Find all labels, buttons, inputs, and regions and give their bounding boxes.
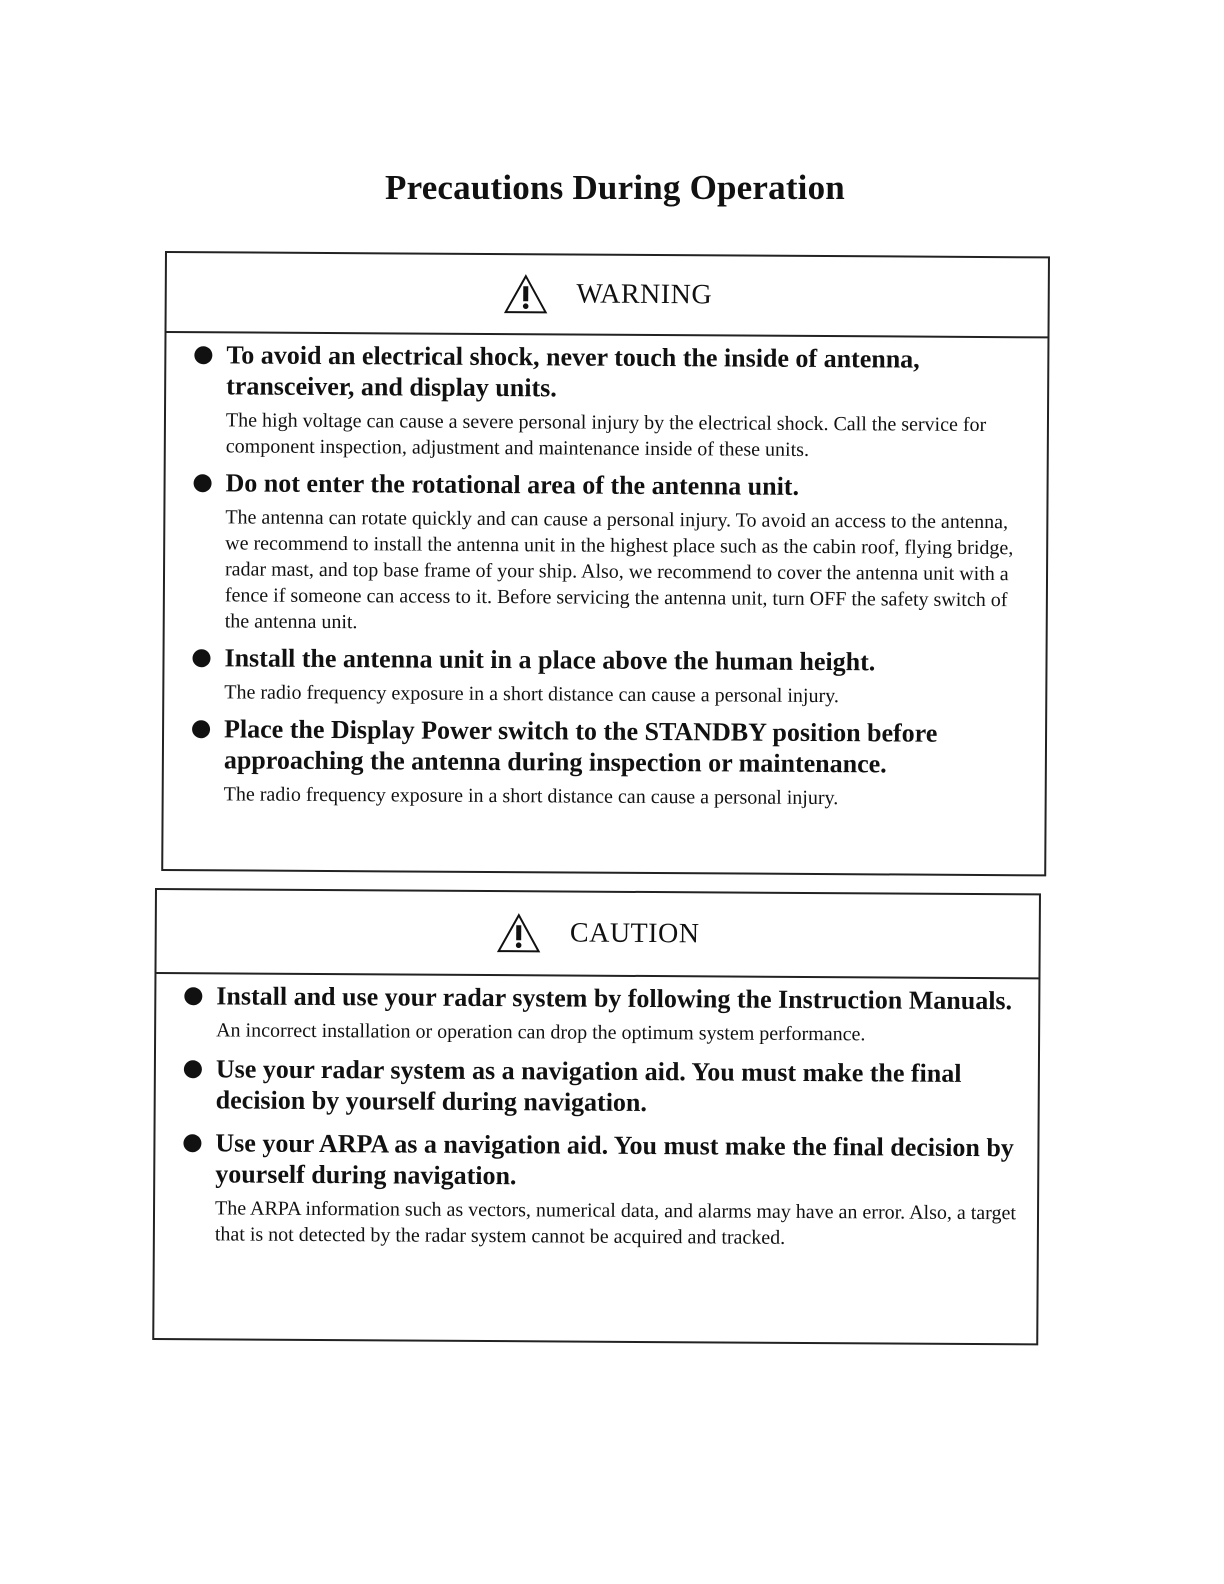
bullet-icon [192, 649, 210, 667]
bullet-icon [194, 346, 212, 364]
caution-box [152, 888, 1041, 1345]
bullet-icon [184, 1060, 202, 1078]
bullet-icon [192, 720, 210, 738]
warning-item-title: Do not enter the rotational area of the antenna unit. [225, 468, 800, 501]
warning-item-title: To avoid an electrical shock, never touch the inside of antenna, transceiver, and display units. [226, 340, 920, 403]
warning-item-rotational-area [187, 467, 1029, 639]
warning-body [164, 339, 1048, 812]
caution-item-navigation-aid [178, 1053, 1020, 1120]
warning-triangle-icon [496, 912, 542, 954]
warning-item-desc: The radio frequency exposure in a short distance can cause a personal injury. [223, 783, 839, 810]
caution-item-title: Use your ARPA as a navigation aid. You must make the final decision by yourself during navigation. [215, 1128, 1014, 1191]
caution-body [155, 980, 1039, 1252]
warning-item-electrical-shock [188, 339, 1030, 464]
warning-item-standby [186, 713, 1028, 812]
warning-item-title: Install the antenna unit in a place above the human height. [224, 643, 876, 677]
warning-item-desc: The high voltage can cause a severe personal injury by the electrical shock. Call the service for component inspection, adjustment and maintenance inside of these units. [225, 409, 987, 461]
bullet-icon [183, 1134, 201, 1152]
warning-header [166, 253, 1047, 338]
warning-header-label: WARNING [576, 278, 713, 311]
caution-item-title: Install and use your radar system by following the Instruction Manuals. [216, 981, 1013, 1016]
warning-item-title: Place the Display Power switch to the STANDBY position before approaching the antenna during inspection or maintenance. [223, 714, 938, 779]
caution-item-desc: An incorrect installation or operation can drop the optimum system performance. [216, 1019, 866, 1046]
caution-item-instruction-manuals [178, 980, 1020, 1048]
page-title: Precautions During Operation [385, 168, 845, 207]
bullet-icon [194, 474, 212, 492]
caution-header [156, 890, 1038, 979]
warning-item-desc: The radio frequency exposure in a short distance can cause a personal injury. [224, 681, 839, 708]
caution-header-label: CAUTION [569, 917, 700, 950]
caution-item-arpa [177, 1127, 1020, 1252]
warning-item-human-height [186, 642, 1027, 710]
bullet-icon [184, 987, 202, 1005]
warning-box [161, 251, 1050, 876]
caution-item-desc: The ARPA information such as vectors, numerical data, and alarms may have an error. Also, a target that is not detected by the radar system cannot be acquired and tracked. [214, 1197, 1017, 1249]
warning-item-desc: The antenna can rotate quickly and can cause a personal injury. To avoid an access to the antenna, we recommend to install the antenna unit in the highest place such as the cabin roof, flying bridge, radar mast, and top base frame of your ship. Also, we recommend to cover the antenna unit with a fence if someone can access to it. Before servicing the antenna unit, turn OFF the safety switch of the antenna unit. [224, 506, 1014, 634]
warning-triangle-icon [502, 273, 548, 315]
caution-item-title: Use your radar system as a navigation aid. You must make the final decision by yourself during navigation. [215, 1054, 962, 1118]
